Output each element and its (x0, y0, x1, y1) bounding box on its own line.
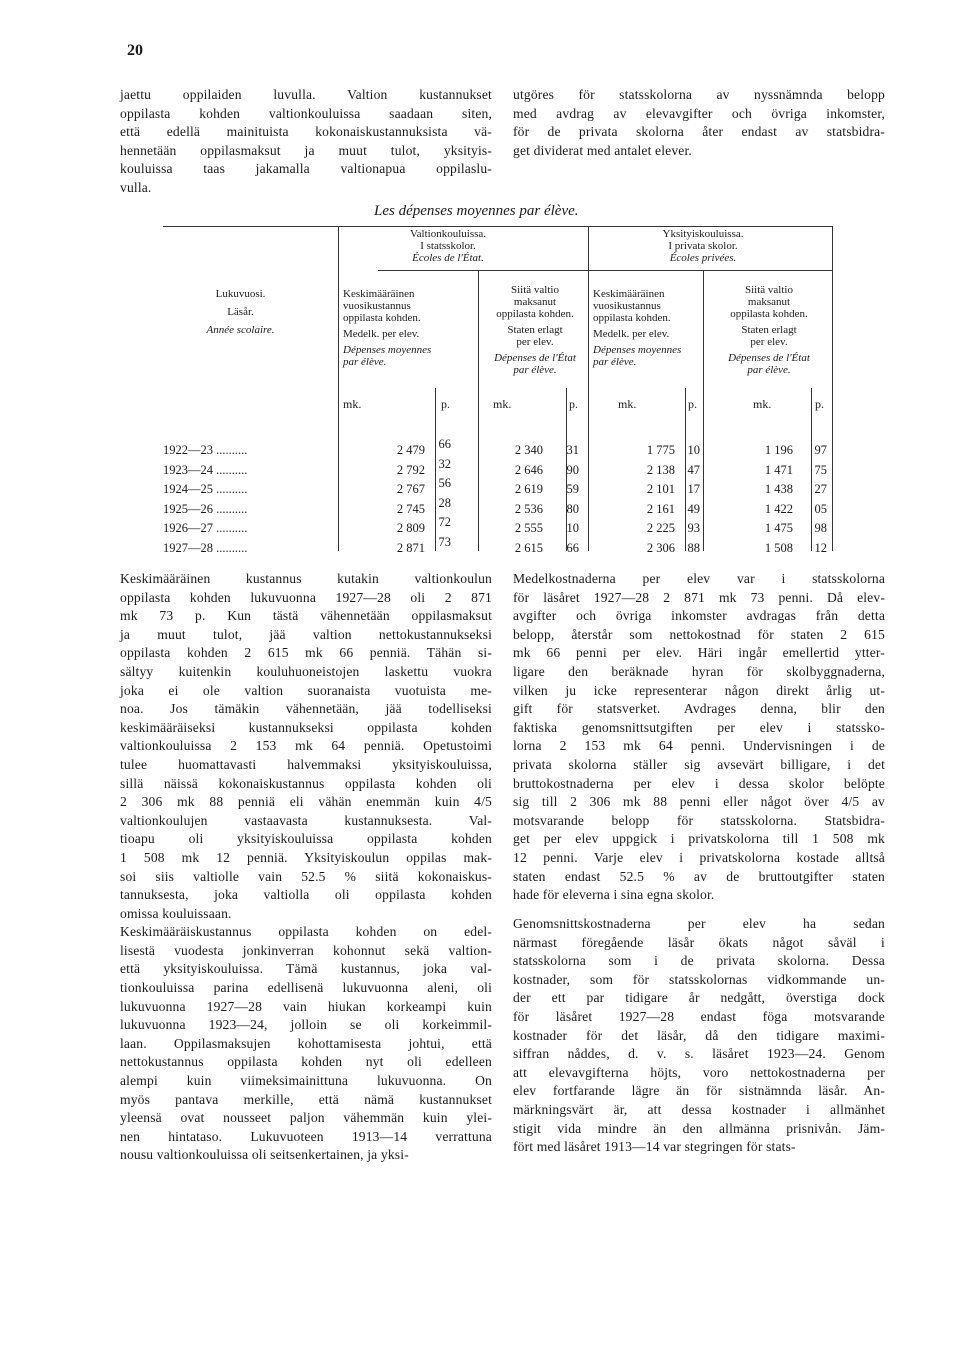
table-cell: 31 (566, 443, 579, 457)
column-rule-2 (478, 270, 479, 551)
text-line: tulee huomattavasti halvemmaksi yksityiskouluissa, (120, 756, 492, 772)
text-line: nousu valtionkouluissa oli seitsenkertainen, ja yksi- (120, 1147, 409, 1163)
hdr-line: Dépenses de l'État (494, 352, 576, 364)
cents-rule-4 (811, 388, 812, 551)
hdr-line: maksanut (747, 296, 791, 308)
text-line: att elevavgifterna höjts, voro nettokostnaderna per (513, 1064, 885, 1080)
text-line: för de privata skolorna åter endast av statsbidra- (513, 124, 885, 140)
text-line: että yksityiskouluissa. Tämä kustannus, joka val- (120, 961, 492, 977)
table-cell: 1 471 (764, 462, 793, 477)
state-group-fi: Valtionkouluissa. (409, 228, 487, 240)
table-cell: 98 (814, 521, 827, 535)
text-line: tionkouluissa parina edellisenä lukuvuonna aleni, oli (120, 980, 492, 996)
unit-p: p. (815, 397, 824, 411)
table-cell: 73 (438, 534, 451, 549)
table-cell: 88 (687, 540, 700, 555)
hdr-line: Medelk. per elev. (593, 328, 670, 340)
text-line: stigit vida mindre än den allmänna prisnivån. Jäm- (513, 1120, 885, 1136)
year-header-fi: Lukuvuosi. (215, 288, 266, 300)
private-state-paid-header (706, 284, 832, 376)
year-header-sv: Läsår. (227, 306, 254, 318)
unit-mk: mk. (753, 397, 772, 411)
hdr-line: par élève. (513, 364, 557, 376)
text-line: sältyy kuitenkin kouluhuoneistojen laskettu vuokra (120, 663, 492, 679)
text-line: med avdrag av elevavgifter och övriga inkomster, (513, 105, 885, 121)
text-line: joka ei ole valtion suoranaista vuotuista me- (120, 682, 492, 698)
text-line: hade för eleverna i sina egna skolor. (513, 887, 715, 903)
table-cell: 1 196 (764, 443, 793, 457)
text-line: statsskolorna som i de privata skolorna. Dessa (513, 953, 885, 969)
text-line: 2 306 mk 88 penniä eli vähän enemmän kuin 4/5 (120, 794, 492, 810)
text-line: omissa kouluissaan. (120, 905, 232, 921)
text-line: että edellä mainituista kokonaiskustannuksista vä- (120, 124, 492, 140)
hdr-line: Staten erlagt (507, 324, 563, 336)
text-line: lukuvuonna 1923—24, jolloin se oli korkeimmil- (120, 1017, 492, 1033)
text-line: elev fortfarande lägre än för sistnämnda läsår. An- (513, 1083, 885, 1099)
table-cell: 1 422 (764, 501, 793, 516)
text-line: nen hintataso. Lukuvuoteen 1913—14 verrattuna (120, 1128, 492, 1144)
state-group-sv: I statsskolor. (420, 240, 476, 252)
table-cell: 2 479 (396, 443, 425, 457)
text-line: der ett par tidigare år nedgått, överstiga dock (513, 990, 885, 1006)
text-line: nettokustannus oppilasta kohden nyt oli edelleen (120, 1054, 492, 1070)
hdr-line: Keskimääräinen (593, 288, 665, 300)
hdr-line: maksanut (513, 296, 557, 308)
table-cell: 2 767 (396, 482, 425, 496)
text-line: ligare den beräknade hyran för skolbyggnaderna, (513, 663, 885, 679)
private-group-rule (588, 270, 833, 271)
table-cell: 93 (687, 521, 700, 535)
private-group-sv: I privata skolor. (668, 240, 738, 252)
text-line: lorna 2 153 mk 64 penni. Undervisningen i de (513, 738, 885, 754)
table-cell: 59 (566, 482, 579, 496)
text-line: gift för statsverket. Avdrages denna, blir den (513, 701, 885, 717)
text-line: kostnader för det läsår, då den tidigare maximi- (513, 1027, 885, 1043)
table-cell: 2 555 (514, 521, 543, 535)
table-cell: 2 138 (646, 462, 675, 477)
text-line: privata skolorna ställer sig avsevärt billigare, i det (513, 756, 885, 772)
text-line: get dividerat med antalet elever. (513, 142, 692, 158)
text-line: Genomsnittskostnaderna per elev ha sedan (513, 916, 885, 931)
state-avg-cost-header (343, 288, 463, 368)
text-line: utgöres för statsskolorna av nyssnämnda belopp (513, 87, 885, 102)
text-line: tannuksesta, joka valtiolla oli oppilasta kohden (120, 887, 492, 903)
table-cell: 05 (814, 501, 827, 516)
text-line: Keskimääräinen kustannus kutakin valtionkoulun (120, 571, 492, 586)
table-cell: 2 340 (514, 443, 543, 457)
hdr-line: oppilasta kohden. (496, 308, 574, 320)
table-cell: 66 (566, 540, 579, 555)
text-line: faktiska genomsnittsutgiften per elev i statssko- (513, 719, 885, 735)
text-line: jaettu oppilaiden luvulla. Valtion kustannukset (120, 87, 492, 102)
hdr-line: Staten erlagt (741, 324, 797, 336)
state-group-fr: Écoles de l'État. (412, 252, 484, 264)
text-line: oppilasta kohden 2 615 mk 66 penniä. Tähän si- (120, 645, 492, 661)
hdr-line: oppilasta kohden. (343, 312, 421, 324)
text-line: alempi kuin viimeksimainittuna lukuvuonna. On (120, 1073, 492, 1089)
text-line: 1 508 mk 12 penniä. Yksityiskoulun oppilas mak- (120, 849, 492, 865)
table-cell: 17 (687, 482, 700, 496)
table-cell: 90 (566, 462, 579, 477)
column-rule-3 (588, 226, 589, 551)
text-line: vilken ju icke representerar någon direkt årlig ut- (513, 682, 885, 698)
hdr-line: oppilasta kohden. (730, 308, 808, 320)
table-cell: 2 101 (646, 482, 675, 496)
text-line: mk 73 p. Kun tästä vähennetään oppilasmaksut (120, 608, 492, 624)
hdr-line: per elev. (516, 336, 554, 348)
hdr-line: Dépenses de l'État (728, 352, 810, 364)
table-cell: 28 (438, 495, 451, 510)
text-line: oppilasta kohden valtionkouluissa saadaan siten, (120, 105, 492, 121)
hdr-line: Dépenses moyennes (343, 344, 432, 356)
page-number: 20 (127, 42, 143, 59)
text-line: get per elev uppgick i privatskolorna till 1 508 mk (513, 831, 885, 847)
table-cell: 32 (438, 456, 451, 471)
hdr-line: par élève. (593, 356, 637, 368)
private-avg-cost-header (593, 288, 705, 368)
table-cell: 1 775 (646, 443, 675, 457)
body-left-paragraph (120, 570, 492, 1165)
intro-right-paragraph (513, 86, 885, 160)
hdr-line: Siitä valtio (745, 284, 793, 296)
text-line: siffran nåddes, d. v. s. läsåret 1923—24. Genom (513, 1046, 885, 1062)
table-right-rule (832, 226, 833, 551)
state-group-header (373, 228, 523, 264)
hdr-line: par élève. (747, 364, 791, 376)
hdr-line: Dépenses moyennes (593, 344, 682, 356)
text-line: tioapu oli yksityiskouluissa oppilasta kohden (120, 831, 492, 847)
year-column-rule (338, 226, 339, 551)
private-group-fr: Écoles privées. (669, 252, 737, 264)
table-cell: 97 (814, 443, 827, 457)
unit-p: p. (569, 397, 578, 411)
row-year: 1927—28 .......... (163, 540, 248, 555)
private-group-header (628, 228, 778, 264)
cost-table (163, 226, 833, 555)
table-title: Les dépenses moyennes par élève. (374, 203, 579, 219)
table-cell: 66 (438, 437, 451, 451)
table-cell: 2 615 (514, 540, 543, 555)
table-cell: 2 792 (396, 462, 425, 477)
text-line: hennetään oppilasmaksut ja muut tulot, yksityis- (120, 142, 492, 158)
text-line: närmast föregående läsår ökats något såväl i (513, 934, 885, 950)
text-line: staten endast 52.5 % av de bruttoutgifter staten (513, 868, 885, 884)
hdr-line: vuosikustannus (593, 300, 661, 312)
text-line: sillä näissä kokonaiskustannus oppilasta kohden oli (120, 775, 492, 791)
text-line: mk 66 penni per elev. Häri ingår emellertid ytter- (513, 645, 885, 661)
table-cell: 80 (566, 501, 579, 516)
body-right-paragraph-2 (513, 915, 885, 1157)
text-line: laan. Oppilasmaksujen kohottamisesta johtui, että (120, 1035, 492, 1051)
table-cell: 49 (687, 501, 700, 516)
row-year: 1922—23 .......... (163, 443, 248, 457)
hdr-line: per elev. (750, 336, 788, 348)
year-header-fr: Année scolaire. (206, 324, 275, 336)
state-paid-header (481, 284, 589, 376)
table-cell: 10 (687, 443, 700, 457)
hdr-line: Siitä valtio (511, 284, 559, 296)
table-cell: 56 (438, 476, 451, 490)
text-line: fört med läsåret 1913—14 var stegringen för stats- (513, 1139, 796, 1155)
table-cell: 2 871 (396, 540, 425, 555)
cents-rule-1 (435, 388, 436, 551)
table-cell: 12 (814, 540, 827, 555)
text-line: noa. Jos tämäkin vähennetään, jää todelliseksi (120, 701, 492, 717)
text-line: 12 penni. Varje elev i privatskolorna kostade alltså (513, 849, 885, 865)
table-cell: 2 225 (646, 521, 675, 535)
table-cell: 2 536 (514, 501, 543, 516)
table-cell: 1 475 (764, 521, 793, 535)
text-line: lukuvuonna 1927—28 vain hiukan korkeampi kuin (120, 998, 492, 1014)
table-cell: 47 (687, 462, 700, 477)
text-line: sig till 2 306 mk 88 penni eller något över 4/5 av (513, 794, 885, 810)
text-line: bruttokostnaderna per elev i dessa skolor belöpte (513, 775, 885, 791)
text-line: Medelkostnaderna per elev var i statsskolorna (513, 571, 885, 586)
body-right-paragraph-1 (513, 570, 885, 905)
text-line: lisestä vuodesta jonkinverran kohonnut sekä valtion- (120, 942, 492, 958)
table-cell: 2 161 (646, 501, 675, 516)
hdr-line: Keskimääräinen (343, 288, 415, 300)
text-line: avgifter och övriga inkomster avdragas från detta (513, 608, 885, 624)
unit-mk: mk. (493, 397, 512, 411)
text-line: kouluissa taas jakamalla valtionapua oppilaslu- (120, 161, 492, 177)
text-line: för läsåret 1927—28 2 871 mk 73 penni. Då elev- (513, 589, 885, 605)
table-cell: 2 809 (396, 521, 425, 535)
intro-left-paragraph (120, 86, 492, 198)
text-line: soi siis valtiolle vain 52.5 % siitä kokonaiskus- (120, 868, 492, 884)
text-line: keskimääräiseksi kustannukseksi oppilasta kohden (120, 719, 492, 735)
unit-p: p. (441, 397, 450, 411)
text-line: motsvarande belopp för statsskolorna. Statsbidra- (513, 812, 885, 828)
table-cell: 2 646 (514, 462, 543, 477)
text-line: vulla. (120, 179, 152, 195)
text-line: valtionkouluissa 2 153 mk 64 penniä. Opetustoimi (120, 738, 492, 754)
table-cell: 1 508 (764, 540, 793, 555)
table-cell: 27 (814, 482, 827, 496)
text-line: belopp, återstår som nettokostnad för staten 2 615 (513, 626, 885, 642)
text-line: yleensä ovat nousseet paljon vähemmän kuin ylei- (120, 1110, 492, 1126)
private-group-fi: Yksityiskouluissa. (662, 228, 744, 240)
unit-mk: mk. (618, 397, 637, 411)
text-line: oppilasta kohden lukuvuonna 1927—28 oli 2 871 (120, 589, 492, 605)
text-line: valtionkoulujen vastaavasta kustannuksesta. Val- (120, 812, 492, 828)
text-line: myös pantava merkille, että nämä kustannukset (120, 1091, 492, 1107)
hdr-line: oppilasta kohden. (593, 312, 671, 324)
unit-p: p. (688, 397, 697, 411)
row-year: 1923—24 .......... (163, 462, 248, 477)
table-cell: 72 (438, 515, 451, 529)
table-cell: 2 619 (514, 482, 543, 496)
state-group-rule (378, 270, 588, 271)
hdr-line: Medelk. per elev. (343, 328, 420, 340)
table-cell: 75 (814, 462, 827, 477)
text-line: märkningsvärt är, att dessa kostnader i allmänhet (513, 1101, 885, 1117)
row-year: 1925—26 .......... (163, 501, 248, 516)
text-line: kostnader, som för statsskolornas vidkommande un- (513, 971, 885, 987)
hdr-line: par élève. (343, 356, 387, 368)
table-cell: 10 (566, 521, 579, 535)
table-cell: 2 745 (396, 501, 425, 516)
row-year: 1924—25 .......... (163, 482, 248, 496)
text-line: Keskimääräiskustannus oppilasta kohden on edel- (120, 924, 492, 940)
unit-mk: mk. (343, 397, 362, 411)
row-year: 1926—27 .......... (163, 521, 248, 535)
table-top-rule (163, 226, 833, 227)
text-line: för läsåret 1927—28 endast föga motsvarande (513, 1008, 885, 1024)
year-header (183, 288, 298, 336)
table-cell: 2 306 (646, 540, 675, 555)
text-line: ja muut tulot, jää valtion nettokustannukseksi (120, 626, 492, 642)
cents-rule-3 (685, 388, 686, 551)
hdr-line: vuosikustannus (343, 300, 411, 312)
table-cell: 1 438 (764, 482, 793, 496)
